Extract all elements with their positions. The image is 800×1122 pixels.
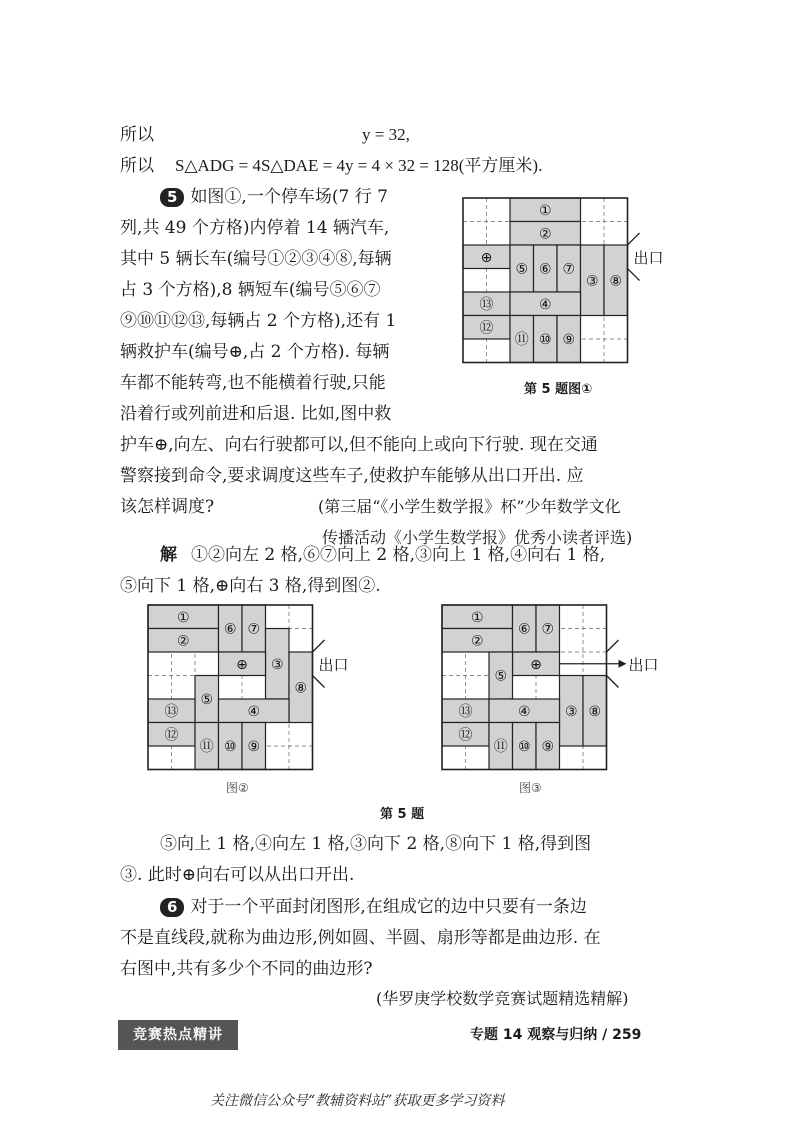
figure-2-caption: 图② [226,781,249,795]
parking-grid-figure-2 [148,605,358,775]
problem-6-number: 6 [160,898,184,917]
car-label: ⑫ [458,727,473,744]
problem-5-line-10: 警察接到命令,要求调度这些车子,使救护车能够从出口开出. 应 [120,466,584,486]
parking-grid-figure-1 [463,198,663,368]
page-topic-and-number: 专题 14 观察与归纳 / 259 [470,1027,642,1043]
car-label: ④ [517,703,531,720]
car-label: ⑪ [514,332,529,348]
section-badge: 竞赛热点精讲 [118,1020,238,1050]
car-label: ② [470,633,484,650]
problem-6-line-1 [160,896,587,918]
car-label: ⑨ [247,739,261,755]
solution-line-4: ③. 此时⊕向右可以从出口开出. [120,865,355,885]
car-label: ⑪ [199,739,214,755]
so-label-1: 所以 [120,125,154,145]
car-label: ⑫ [164,727,179,744]
problem-5-line-9: 护车⊕,向左、向右行驶都可以,但不能向上或向下行驶. 现在交通 [120,435,598,455]
problem-6-line-3: 右图中,共有多少个不同的曲边形? [120,959,373,979]
exit-mark-top [628,233,640,245]
exit-mark-bottom [628,269,640,281]
car-label: ⑥ [517,621,531,638]
car-label: ⑧ [294,680,308,697]
car-label: ⑬ [458,703,473,720]
car-label: ⑤ [200,692,214,708]
car-label: ③ [564,703,578,720]
exit-label: 出口 [633,248,664,267]
car-label: ⑤ [494,668,508,685]
problem-5-line-4: 占 3 个方格),8 辆短车(编号⑤⑥⑦ [120,280,381,300]
car-label: ⑦ [247,621,261,638]
exit-mark-top [607,640,619,652]
car-label: ② [176,633,190,650]
exit-mark-bottom [607,676,619,688]
bottom-note: 关注微信公众号“教辅资料站”获取更多学习资料 [210,1093,505,1109]
problem-5-line-7: 车都不能转弯,也不能横着行驶,只能 [120,373,386,393]
car-label: ③ [585,273,599,290]
car-label: ⑨ [541,739,555,755]
exit-label: 出口 [628,655,659,674]
car-label: ⑬ [164,703,179,720]
parking-grid-figure-3 [442,605,662,775]
car-label: ② [538,226,552,243]
car-label: ⑩ [517,739,531,755]
car-label: ⑧ [588,703,602,720]
car-label: ⑬ [479,296,494,313]
solution-line-1 [160,544,605,566]
car-label: ⊕ [480,249,493,266]
problem-5-line-3: 其中 5 辆长车(编号①②③④⑧,每辆 [120,249,392,269]
car-label: ① [470,609,484,626]
problem-5-line-8: 沿着行或列前进和后退. 比如,图中救 [120,404,392,424]
so-label-2: 所以 [120,156,154,176]
solution-line-3: ⑤向上 1 格,④向左 1 格,③向下 2 格,⑧向下 1 格,得到图 [160,834,592,854]
exit-label: 出口 [318,655,349,674]
solution-label: 解 [160,545,177,565]
car-label: ① [176,609,190,626]
problem-5-source-2: 传播活动《小学生数学报》优秀小读者评选) [322,528,633,547]
car-label: ① [538,202,552,219]
car-label: ⑤ [515,261,529,278]
car-label: ⑫ [479,320,494,337]
car-label: ⑩ [223,739,237,755]
problem-5-text-1: 如图①,一个停车场(7 行 7 [190,187,388,207]
car-label: ④ [538,296,552,313]
car-label: ⑥ [538,261,552,278]
problem-5-source-1: (第三届“《小学生数学报》杯”少年数学文化 [318,497,621,516]
figure-group-caption: 第 5 题 [380,807,425,822]
problem-5-line-2: 列,共 49 个方格)内停着 14 辆汽车, [120,218,390,238]
solution-line-2: ⑤向下 1 格,⊕向右 3 格,得到图②. [120,576,381,596]
problem-5-line-6: 辆救护车(编号⊕,占 2 个方格). 每辆 [120,342,390,362]
car-label: ⑧ [609,273,623,290]
car-label: ⊕ [236,656,248,673]
problem-6-text-1: 对于一个平面封闭图形,在组成它的边中只要有一条边 [190,897,587,917]
exit-mark-top [313,640,325,652]
car-label: ⊕ [530,656,542,673]
car-label: ⑥ [223,621,237,638]
problem-5-line-5: ⑨⑩⑪⑫⑬,每辆占 2 个方格),还有 1 [120,311,397,331]
car-label: ⑦ [562,261,576,278]
problem-5-line-11: 该怎样调度? [120,497,215,517]
figure-3-caption: 图③ [519,781,542,795]
car-label: ⑨ [562,332,576,348]
figure-1-caption: 第 5 题图① [524,382,593,397]
problem-6-line-2: 不是直线段,就称为曲边形,例如圆、半圆、扇形等都是曲边形. 在 [120,928,601,948]
problem-5-line-1 [160,186,388,208]
car-label: ⑦ [541,621,555,638]
car-label: ⑪ [493,739,508,755]
car-label: ③ [270,656,284,673]
car-label: ④ [247,703,261,720]
car-label: ⑩ [538,332,552,348]
equation-y: y = 32, [362,125,410,144]
equation-area: S△ADG = 4S△DAE = 4y = 4 × 32 = 128(平方厘米). [175,156,543,175]
problem-5-number: 5 [160,188,184,207]
problem-6-source: (华罗庚学校数学竞赛试题精选精解) [376,989,629,1008]
solution-text-1: ①②向左 2 格,⑥⑦向上 2 格,③向上 1 格,④向右 1 格, [191,545,606,565]
exit-mark-bottom [313,676,325,688]
exit-arrow-head [619,660,627,668]
